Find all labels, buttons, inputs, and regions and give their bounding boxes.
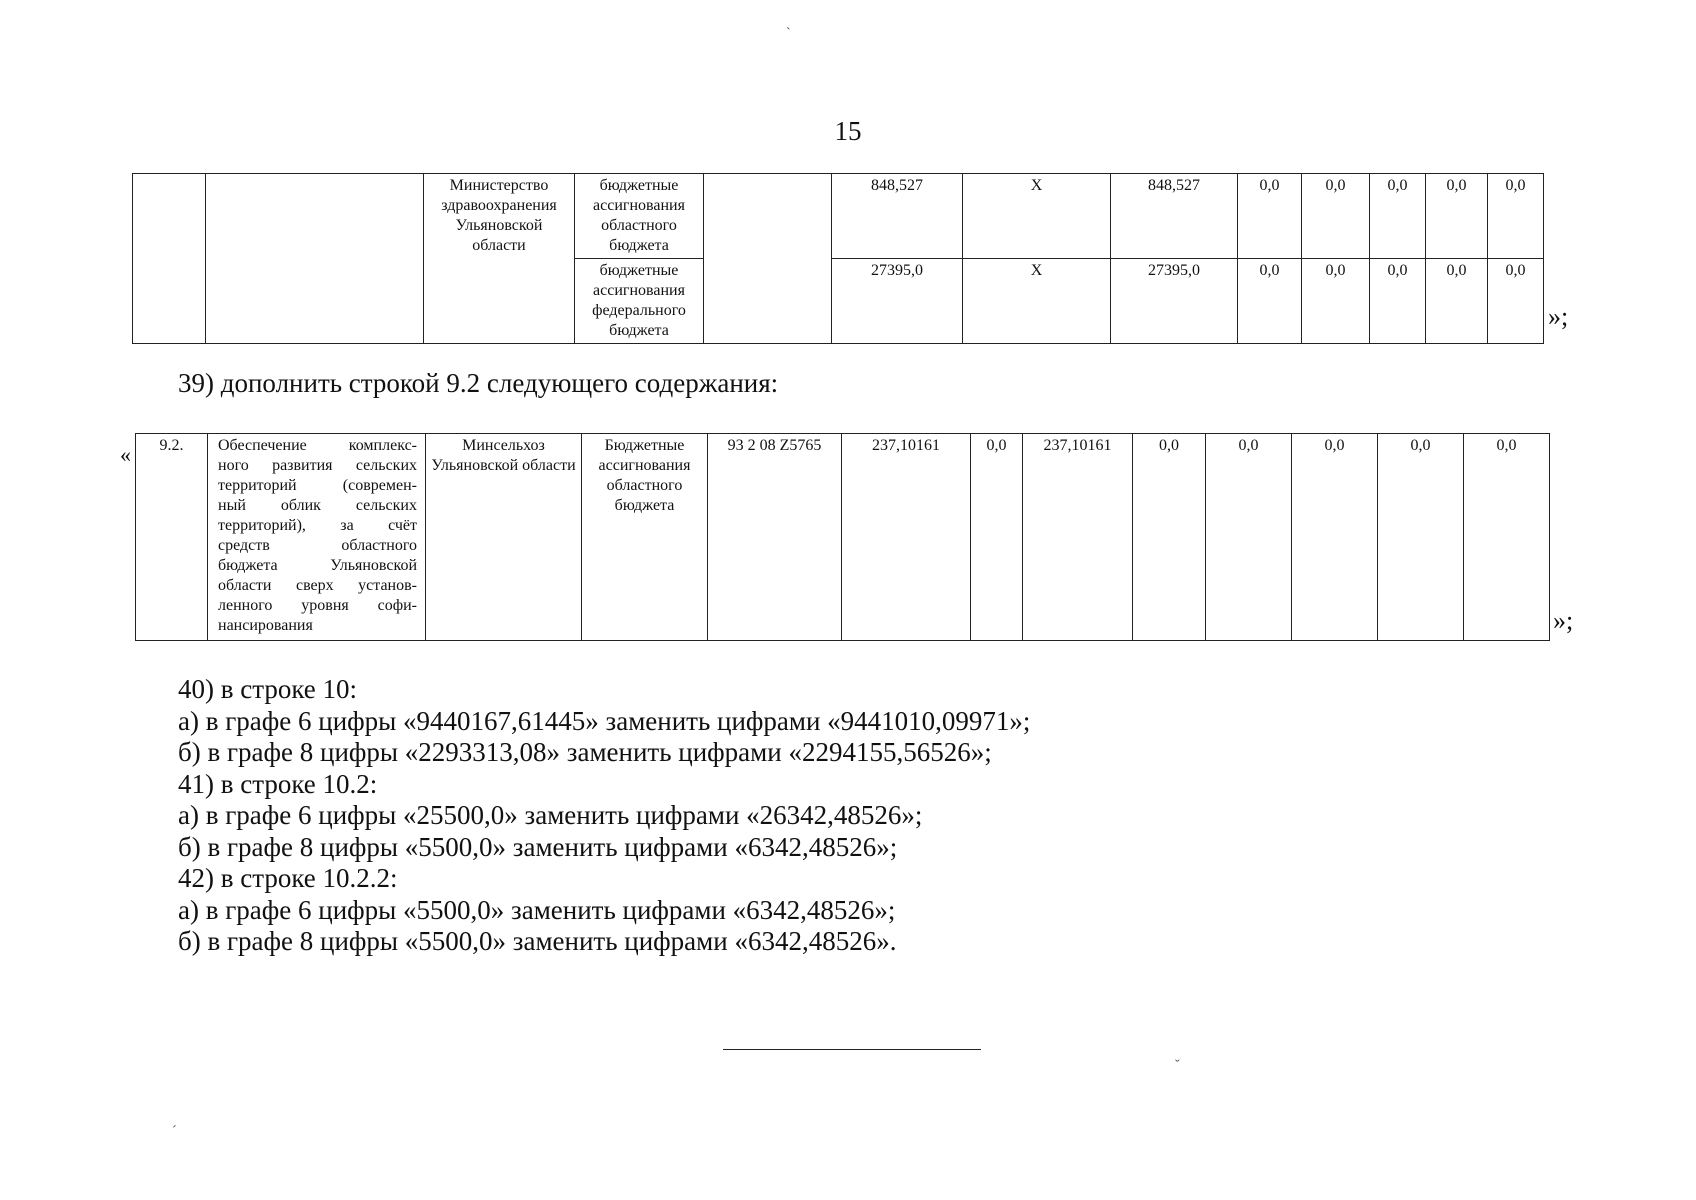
col-a-cell: 0,0 <box>971 434 1023 641</box>
executor-cell: Минсельхоз Ульяновской области <box>426 434 582 641</box>
amendment-line: 42) в строке 10.2.2: <box>178 863 398 893</box>
scan-mark: ˋ <box>786 26 791 41</box>
scan-mark: ˇ <box>1175 1058 1180 1073</box>
amendment-line: 40) в строке 10: <box>178 674 358 704</box>
year-cell: 0,0 <box>1133 434 1206 641</box>
year-cell: 0,0 <box>1370 259 1426 344</box>
year-cell: 0,0 <box>1302 259 1370 344</box>
year-cell: 0,0 <box>1426 174 1488 259</box>
amendment-line: б) в графе 8 цифры «2293313,08» заменить цифрами «2294155,56526»; <box>178 737 992 767</box>
year-cell: 0,0 <box>1488 259 1544 344</box>
year-cell: 0,0 <box>1378 434 1464 641</box>
row-9-2-table <box>135 433 1550 641</box>
end-rule <box>723 1049 981 1050</box>
funding-source-cell: Бюджетные ассигнования областного бюджета <box>582 434 708 641</box>
page-number: 15 <box>834 116 862 146</box>
code-cell <box>704 174 832 344</box>
closing-quote: »; <box>1553 606 1574 635</box>
year-cell: 0,0 <box>1292 434 1378 641</box>
amendment-line: б) в графе 8 цифры «5500,0» заменить цифрами «6342,48526»; <box>178 831 898 862</box>
year-cell: 0,0 <box>1426 259 1488 344</box>
description-cell <box>206 174 424 344</box>
table-row <box>136 434 1550 641</box>
code-cell: 93 2 08 Z5765 <box>708 434 842 641</box>
amendments-list <box>178 674 1030 958</box>
amendment-line: б) в графе 8 цифры «5500,0» заменить цифрами «6342,48526». <box>178 926 897 956</box>
closing-quote: »; <box>1548 302 1569 331</box>
amendment-line: 41) в строке 10.2: <box>178 768 378 799</box>
amendment-line: а) в графе 6 цифры «5500,0» заменить цифрами «6342,48526»; <box>178 894 896 925</box>
scan-mark: ˊ <box>172 1124 177 1139</box>
total-cell: 848,527 <box>832 174 963 259</box>
table-row <box>133 174 1544 259</box>
year-cell: 0,0 <box>1464 434 1550 641</box>
item-39-text: 39) дополнить строкой 9.2 следующего содержания: <box>178 368 779 398</box>
description-cell: Обеспечение комплекс- ного развития сельских территорий (современ- ный облик сельских территорий), за счёт средств областного бюджета Ульяновской области сверх установ- ленного уровня софи- нансирования <box>208 434 426 641</box>
continuation-table <box>132 173 1544 344</box>
marker-cell: Х <box>963 174 1111 259</box>
value-cell: 27395,0 <box>1111 259 1238 344</box>
year-cell: 0,0 <box>1238 259 1302 344</box>
funding-source-cell: бюджетные ассигнования федерального бюджета <box>575 259 704 344</box>
organization-cell: Министерство здравоохранения Ульяновской области <box>424 174 575 344</box>
opening-quote: « <box>120 442 131 467</box>
total-cell: 237,10161 <box>842 434 971 641</box>
year-cell: 0,0 <box>1238 174 1302 259</box>
total-cell: 27395,0 <box>832 259 963 344</box>
year-cell: 0,0 <box>1206 434 1292 641</box>
funding-source-cell: бюджетные ассигнования областного бюджета <box>575 174 704 259</box>
year-cell: 0,0 <box>1302 174 1370 259</box>
value-cell: 237,10161 <box>1023 434 1133 641</box>
row-number-cell <box>133 174 206 344</box>
row-number-cell: 9.2. <box>136 434 208 641</box>
value-cell: 848,527 <box>1111 174 1238 259</box>
year-cell: 0,0 <box>1370 174 1426 259</box>
marker-cell: Х <box>963 259 1111 344</box>
amendment-line: а) в графе 6 цифры «9440167,61445» заменить цифрами «9441010,09971»; <box>178 705 1031 736</box>
amendment-line: а) в графе 6 цифры «25500,0» заменить цифрами «26342,48526»; <box>178 800 923 830</box>
year-cell: 0,0 <box>1488 174 1544 259</box>
